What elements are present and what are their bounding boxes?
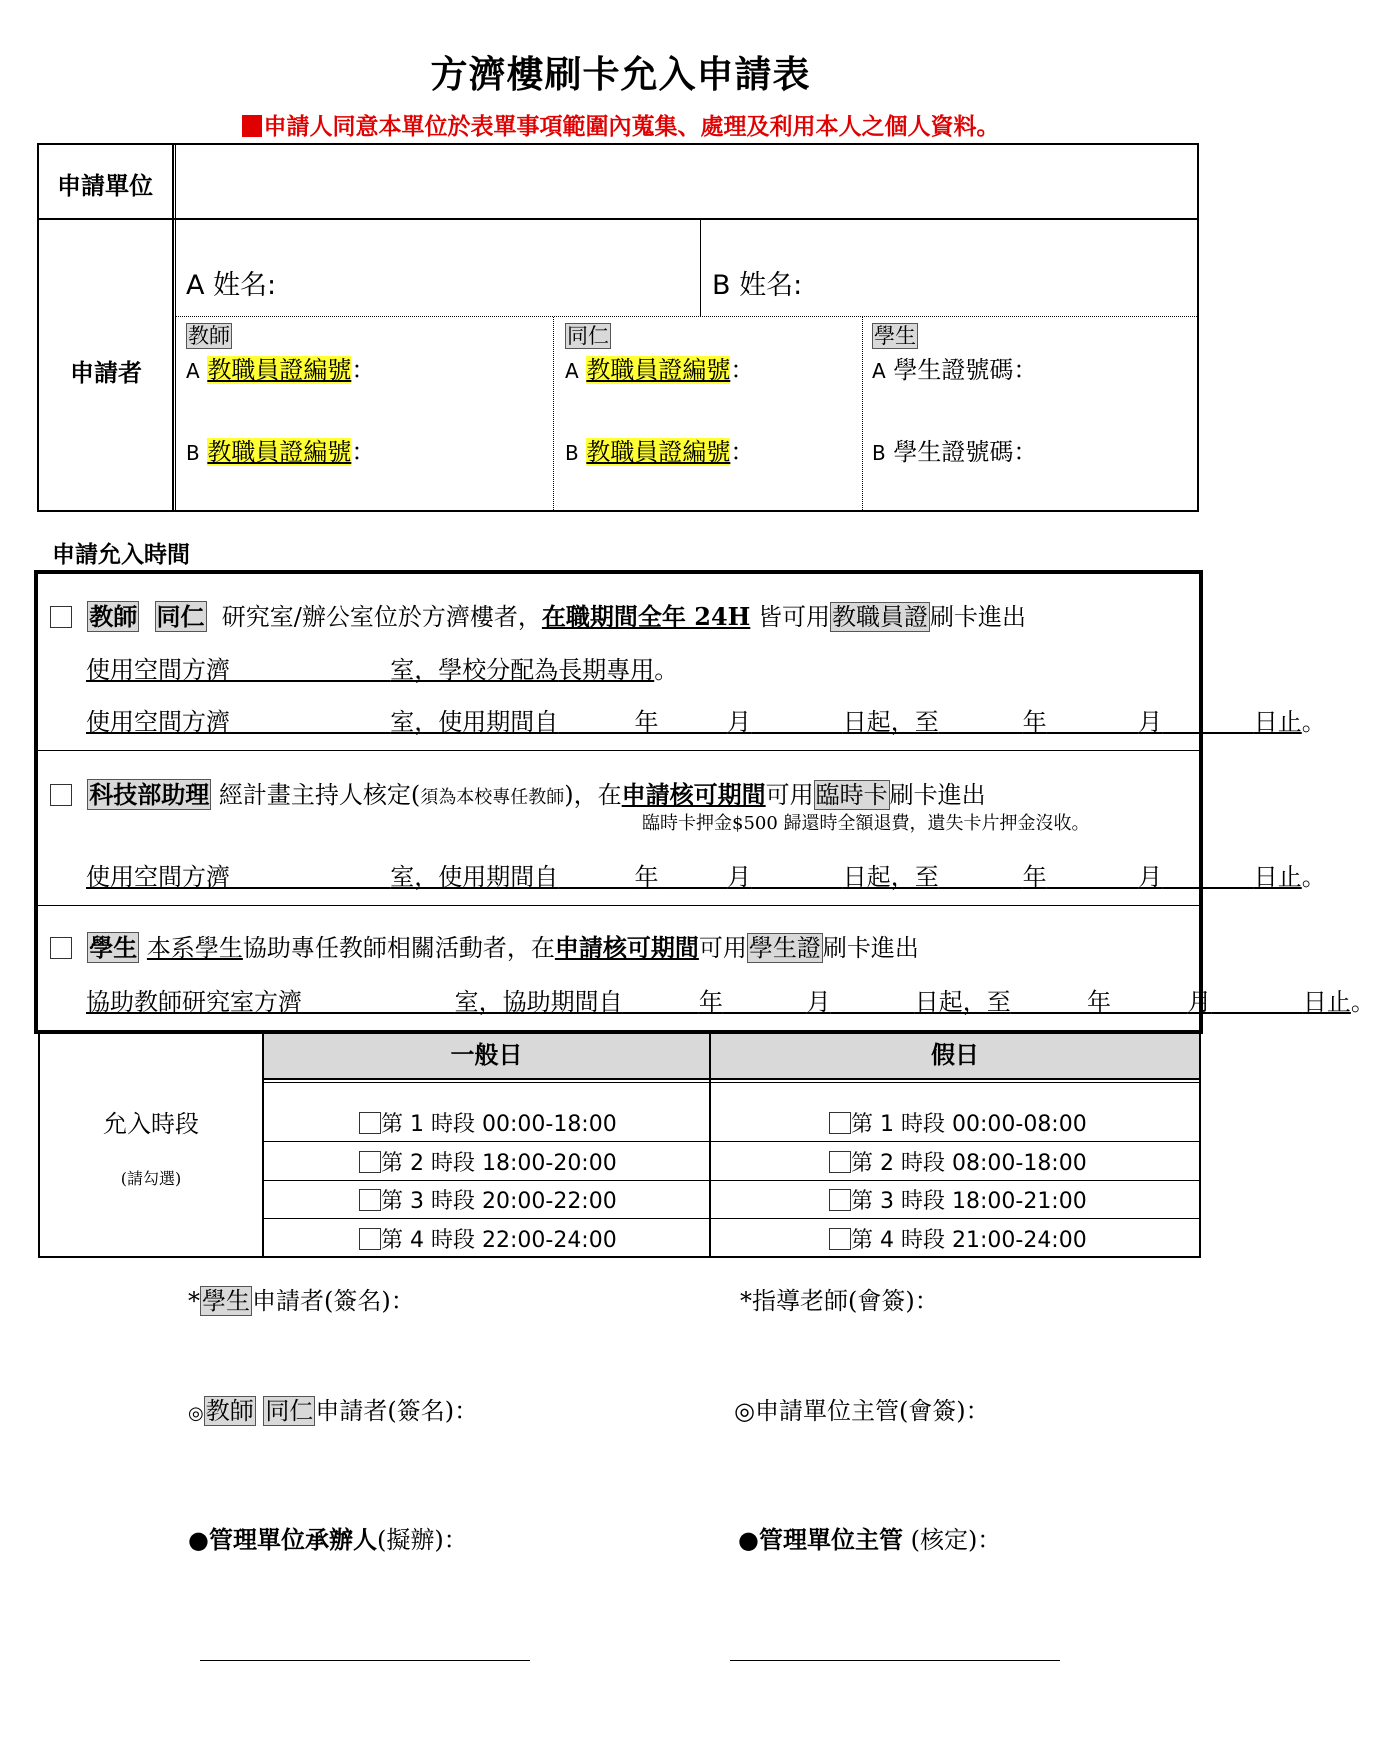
weekday-slot-1[interactable]: [359, 1107, 617, 1138]
colleague-id-a[interactable]: [565, 350, 754, 385]
prefix-b: B: [872, 441, 886, 465]
slot-label: 第 1 時段 00:00-18:00: [381, 1112, 617, 1137]
staff-id-label: 教職員證編號: [586, 356, 731, 384]
slot-label: 第 3 時段 20:00-22:00: [381, 1189, 617, 1214]
signature-label: 申請者(簽名)：: [252, 1287, 415, 1315]
month-label: 月: [1138, 708, 1163, 736]
space-text: 室，學校分配為: [390, 656, 559, 684]
card-tag: 教職員證: [831, 603, 928, 631]
red-square-icon: [242, 115, 262, 137]
student-tag: 學生: [202, 1287, 250, 1315]
teacher-tag: 教師: [89, 602, 138, 631]
advisor-signature[interactable]: *指導老師(會簽)：: [740, 1287, 939, 1315]
student-tag: 學生: [89, 933, 138, 962]
staff-id-label: 教職員證編號: [207, 356, 352, 384]
handler-signature[interactable]: [188, 1520, 468, 1555]
colleague-tag: 同仁: [156, 602, 205, 631]
teacher-tag: 教師: [188, 324, 230, 348]
applicant-label: 申請者: [70, 358, 142, 387]
colon: ：: [1013, 438, 1038, 466]
name-a-label: A 姓名:: [186, 270, 277, 301]
option-text: 研究室/辦公室位於方濟樓者，: [221, 603, 542, 631]
student-applicant-signature[interactable]: [188, 1281, 415, 1316]
signature-label: 管理單位主管: [758, 1525, 903, 1554]
option-text: 可用: [698, 934, 747, 962]
holiday-slot-1[interactable]: [829, 1107, 1087, 1138]
to-label: 日止: [1253, 863, 1302, 891]
period-text: 室，使用期間自: [390, 863, 559, 891]
weekday-header: 一般日: [264, 1034, 709, 1078]
card-tag: 臨時卡: [815, 781, 888, 809]
section-title: 申請允入時間: [52, 541, 190, 568]
option-text: 皆可用: [757, 603, 830, 631]
colleague-tag: 同仁: [567, 324, 609, 348]
from-label: 日起，至: [914, 988, 1011, 1016]
signature-line-right: [730, 1660, 1060, 1661]
space-label: 使用空間方濟: [86, 708, 230, 736]
month-label: 月: [1187, 988, 1212, 1016]
option-text: 刷卡進出: [822, 934, 919, 962]
checkbox[interactable]: [359, 1228, 381, 1250]
asterisk: *: [188, 1287, 200, 1315]
opt1-period-line[interactable]: [86, 702, 1326, 737]
privacy-notice-text: 申請人同意本單位於表單事項範圍內蒐集、處理及利用本人之個人資料。: [263, 113, 1000, 140]
privacy-notice: [0, 108, 1241, 141]
checkbox[interactable]: [829, 1151, 851, 1173]
slot-label: 第 2 時段 08:00-18:00: [851, 1151, 1087, 1176]
period-text: 協助期間自: [502, 988, 623, 1016]
emphasis-period: 申請核可期間: [554, 933, 699, 962]
unit-head-signature[interactable]: ◎申請單位主管(會簽)：: [734, 1397, 990, 1425]
from-label: 日起，至: [842, 708, 939, 736]
student-id-label: 學生證號碼: [893, 438, 1014, 466]
weekday-slot-2[interactable]: [359, 1146, 617, 1177]
option-text: 刷卡進出: [889, 781, 986, 809]
colon: ：: [730, 438, 755, 466]
assistant-checkbox[interactable]: [50, 784, 72, 806]
colleague-id-b[interactable]: [565, 432, 754, 467]
name-b-field[interactable]: [820, 230, 1190, 310]
option-text: )，在: [564, 781, 622, 809]
year-label: 年: [634, 708, 659, 736]
option-text: 可用: [765, 781, 814, 809]
colon: ：: [351, 356, 376, 384]
option-text: 本系學生: [146, 934, 243, 962]
month-label: 月: [727, 863, 752, 891]
month-label: 月: [1138, 863, 1163, 891]
colleague-tag: 同仁: [265, 1397, 314, 1425]
option-assistant: [50, 775, 986, 810]
applicant-unit-label: 申請單位: [57, 171, 153, 200]
prefix-b: B: [565, 441, 579, 465]
option-text: 經計畫主持人核定(: [218, 781, 421, 809]
year-label: 年: [1022, 863, 1047, 891]
colon: ：: [351, 438, 376, 466]
prefix-a: A: [186, 359, 200, 383]
bullet-icon: ●: [188, 1526, 209, 1554]
checkbox[interactable]: [359, 1189, 381, 1211]
slot-label: 第 3 時段 18:00-21:00: [851, 1189, 1087, 1214]
student-checkbox[interactable]: [50, 937, 72, 959]
from-label: 日起，至: [842, 863, 939, 891]
slot-label: 第 4 時段 21:00-24:00: [851, 1228, 1087, 1253]
space-label: 協助教師研究室方濟: [86, 988, 302, 1016]
signature-note: (核定)：: [902, 1526, 1002, 1554]
student-tag: 學生: [874, 324, 916, 348]
bullet-icon: ●: [738, 1526, 759, 1554]
emphasis-period: 在職期間全年 24H: [541, 602, 751, 631]
staff-applicant-signature[interactable]: [188, 1391, 478, 1426]
assistant-tag: 科技部助理: [89, 780, 210, 809]
signature-note: (擬辦)：: [376, 1526, 468, 1554]
opt2-period-line[interactable]: [86, 857, 1326, 892]
holiday-header: 假日: [711, 1034, 1199, 1078]
space-text: 室，: [454, 988, 503, 1016]
teacher-id-b[interactable]: [186, 432, 375, 467]
month-label: 月: [727, 708, 752, 736]
teacher-id-a[interactable]: [186, 350, 375, 385]
manager-signature[interactable]: [738, 1520, 1001, 1555]
option-teacher-staff: [50, 597, 1026, 632]
time-slot-label: 允入時段: [103, 1110, 199, 1138]
teacher-staff-checkbox[interactable]: [50, 606, 72, 628]
slot-label: 第 2 時段 18:00-20:00: [381, 1151, 617, 1176]
time-slot-hint: (請勾選): [120, 1169, 182, 1188]
signature-label: 申請者(簽名)：: [315, 1397, 479, 1425]
option-text: 刷卡進出: [929, 603, 1026, 631]
holiday-slot-4[interactable]: [829, 1223, 1087, 1254]
signature-line-left: [200, 1660, 530, 1661]
signature-label: 管理單位承辦人: [208, 1525, 377, 1554]
space-label: 使用空間方濟: [86, 863, 230, 891]
to-label: 日止: [1302, 988, 1351, 1016]
checkbox[interactable]: [829, 1112, 851, 1134]
checkbox[interactable]: [359, 1151, 381, 1173]
colon: ：: [1013, 356, 1038, 384]
period: 。: [654, 656, 679, 684]
weekday-slot-4[interactable]: [359, 1223, 617, 1254]
year-label: 年: [698, 988, 723, 1016]
colon: ：: [730, 356, 755, 384]
slot-label: 第 1 時段 00:00-08:00: [851, 1112, 1087, 1137]
student-id-label: 學生證號碼: [893, 356, 1014, 384]
year-label: 年: [634, 863, 659, 891]
deposit-note: 臨時卡押金$500 歸還時全額退費，遺失卡片押金沒收。: [642, 813, 1090, 834]
checkbox[interactable]: [359, 1112, 381, 1134]
prefix-b: B: [186, 441, 200, 465]
checkbox[interactable]: [829, 1189, 851, 1211]
year-label: 年: [1087, 988, 1112, 1016]
page-title: 方濟樓刷卡允入申請表: [430, 52, 811, 96]
name-b-label: B 姓名:: [712, 270, 803, 301]
period: 。: [1301, 708, 1326, 736]
slot-label: 第 4 時段 22:00-24:00: [381, 1228, 617, 1253]
option-note: 須為本校專任教師: [420, 787, 565, 808]
opt3-period-line[interactable]: [86, 982, 1375, 1017]
student-id-a[interactable]: [872, 350, 1037, 385]
month-label: 月: [806, 988, 831, 1016]
long-term-text: 長期專用: [558, 656, 655, 684]
card-tag: 學生證: [748, 934, 821, 962]
circle-icon: ◎: [188, 1403, 204, 1424]
prefix-a: A: [872, 359, 886, 383]
period: 。: [1350, 988, 1375, 1016]
name-a-field[interactable]: [300, 230, 695, 310]
weekday-slot-3[interactable]: [359, 1184, 617, 1215]
holiday-slot-3[interactable]: [829, 1184, 1087, 1215]
space-label: 使用空間方濟: [86, 656, 230, 684]
period: 。: [1301, 863, 1326, 891]
emphasis-period: 申請核可期間: [621, 780, 766, 809]
option-student: [50, 928, 919, 963]
prefix-a: A: [565, 359, 579, 383]
staff-id-label: 教職員證編號: [207, 438, 352, 466]
year-label: 年: [1022, 708, 1047, 736]
student-id-b[interactable]: [872, 432, 1037, 467]
staff-id-label: 教職員證編號: [586, 438, 731, 466]
applicant-unit-field[interactable]: [180, 148, 1192, 214]
opt1-space-line[interactable]: [86, 650, 678, 685]
holiday-slot-2[interactable]: [829, 1146, 1087, 1177]
checkbox[interactable]: [829, 1228, 851, 1250]
period-text: 室，使用期間自: [390, 708, 559, 736]
to-label: 日止: [1253, 708, 1302, 736]
teacher-tag: 教師: [205, 1397, 254, 1425]
option-text: 協助專任教師相關活動者，在: [242, 934, 555, 962]
